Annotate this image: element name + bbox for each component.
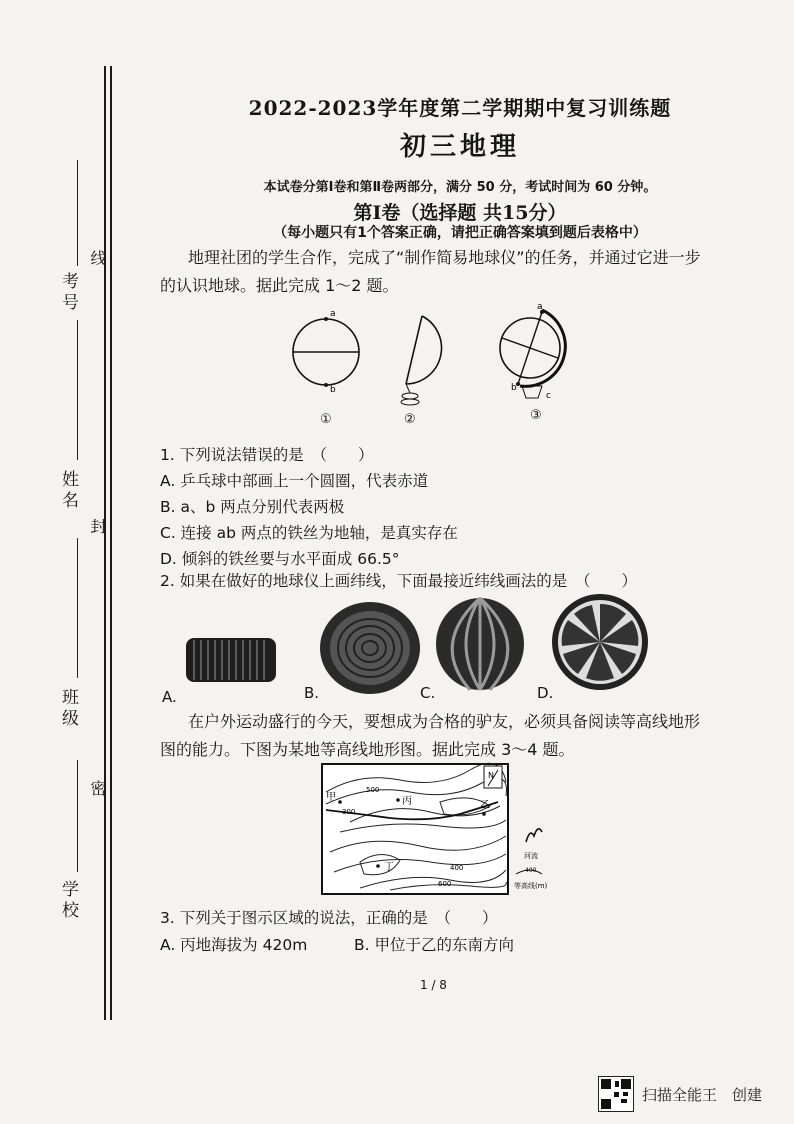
intro1-paragraph [160, 244, 725, 300]
page-number: 1 / 8 [420, 978, 447, 992]
contour-value-300: 300 [342, 808, 356, 816]
seal-line-text: 线 [88, 250, 107, 266]
globe-label-1: ① [320, 412, 332, 427]
globe-step-3 [500, 302, 565, 401]
globe3-point-c: c [546, 391, 551, 401]
subject-title: 初三地理 [399, 132, 520, 162]
globe3-point-a: a [537, 302, 543, 312]
coiled-tube-image [186, 638, 276, 682]
globe-step-2 [401, 316, 442, 405]
intro2-line1: 在户外运动盛行的今天，要想成为合格的驴友，必须具备阅读等高线地形 [188, 712, 701, 731]
q2-label-c: C. [420, 684, 436, 702]
q1-option-a: A. 乒乓球中部画上一个圆圈，代表赤道 [160, 472, 429, 490]
part-title: 第Ⅰ卷（选择题 共15分） [353, 202, 567, 224]
contour-value-400: 400 [450, 864, 464, 872]
name-label: 姓名 [58, 470, 78, 512]
class-label: 班级 [58, 688, 78, 730]
exam-no-label: 考号 [58, 272, 78, 314]
exam-title: 2022-2023学年度第二学期期中复习训练题 [248, 96, 672, 120]
q2-label-d: D. [537, 684, 554, 702]
school-blank [77, 760, 78, 872]
intro2-paragraph [160, 708, 725, 764]
seal-seal-text: 封 [88, 518, 107, 534]
qr-code-icon [598, 1076, 634, 1112]
contour-value-600: 600 [438, 880, 452, 888]
globe-label-2: ② [404, 412, 416, 427]
binding-line [104, 66, 106, 1020]
orange-slice-image [552, 594, 648, 690]
q1-option-d: D. 倾斜的铁丝要与水平面成 66.5° [160, 550, 400, 568]
legend-contour-value: 400 [525, 867, 537, 874]
exam-info: 本试卷分第Ⅰ卷和第Ⅱ卷两部分，满分 50 分，考试时间为 60 分钟。 [263, 180, 657, 195]
footer-text: 扫描全能王 创建 [642, 1085, 763, 1104]
q1-stem: 1. 下列说法错误的是 （ ） [160, 446, 374, 464]
map-point-bing: 丙 [402, 796, 412, 807]
class-blank [77, 538, 78, 678]
globe-label-3: ③ [530, 408, 542, 423]
river-legend-icon [526, 829, 542, 842]
intro1-line1: 地理社团的学生合作，完成了“制作简易地球仪”的任务，并通过它进一步 [188, 248, 701, 267]
legend-contour: 等高线(m) [514, 882, 548, 890]
map-point-jia: 甲 [326, 792, 336, 803]
q3-option-a: A. 丙地海拔为 420m [160, 936, 308, 954]
q1-option-b: B. a、b 两点分别代表两极 [160, 498, 345, 516]
map-legend [514, 829, 548, 890]
north-arrow-icon [484, 766, 502, 788]
q2-label-a: A. [162, 688, 177, 706]
binding-line [110, 66, 112, 1020]
name-blank [77, 320, 78, 460]
q2-stem: 2. 如果在做好的地球仪上画纬线，下面最接近纬线画法的是 （ ） [160, 572, 637, 590]
map-point-yi: 乙 [480, 800, 490, 811]
globe3-point-b: b [511, 383, 517, 393]
scanner-footer [598, 1076, 762, 1112]
part-note: （每小题只有1个答案正确，请把正确答案填到题后表格中） [273, 225, 647, 241]
exam-no-blank [77, 160, 78, 266]
intro1-line2: 的认识地球。据此完成 1～2 题。 [160, 276, 399, 295]
q3-option-b: B. 甲位于乙的东南方向 [354, 936, 514, 954]
contour-value-500: 500 [366, 786, 380, 794]
north-label: N [488, 771, 494, 780]
tree-rings-image [320, 602, 420, 694]
watermelon-image [436, 598, 524, 690]
globe-point-a: a [330, 309, 336, 319]
globe-step-1 [293, 309, 359, 395]
q2-label-b: B. [304, 684, 320, 702]
map-point-ding: 丁 [384, 862, 394, 873]
q3-stem: 3. 下列关于图示区域的说法，正确的是 （ ） [160, 909, 498, 927]
intro2-line2: 图的能力。下图为某地等高线地形图。据此完成 3～4 题。 [160, 740, 575, 759]
seal-close-text: 密 [88, 780, 107, 796]
legend-river: 河流 [524, 852, 538, 860]
globe-point-b: b [330, 385, 336, 395]
contour-map [320, 762, 560, 896]
school-label: 学校 [58, 880, 78, 922]
q1-option-c: C. 连接 ab 两点的铁丝为地轴，是真实存在 [160, 524, 458, 542]
